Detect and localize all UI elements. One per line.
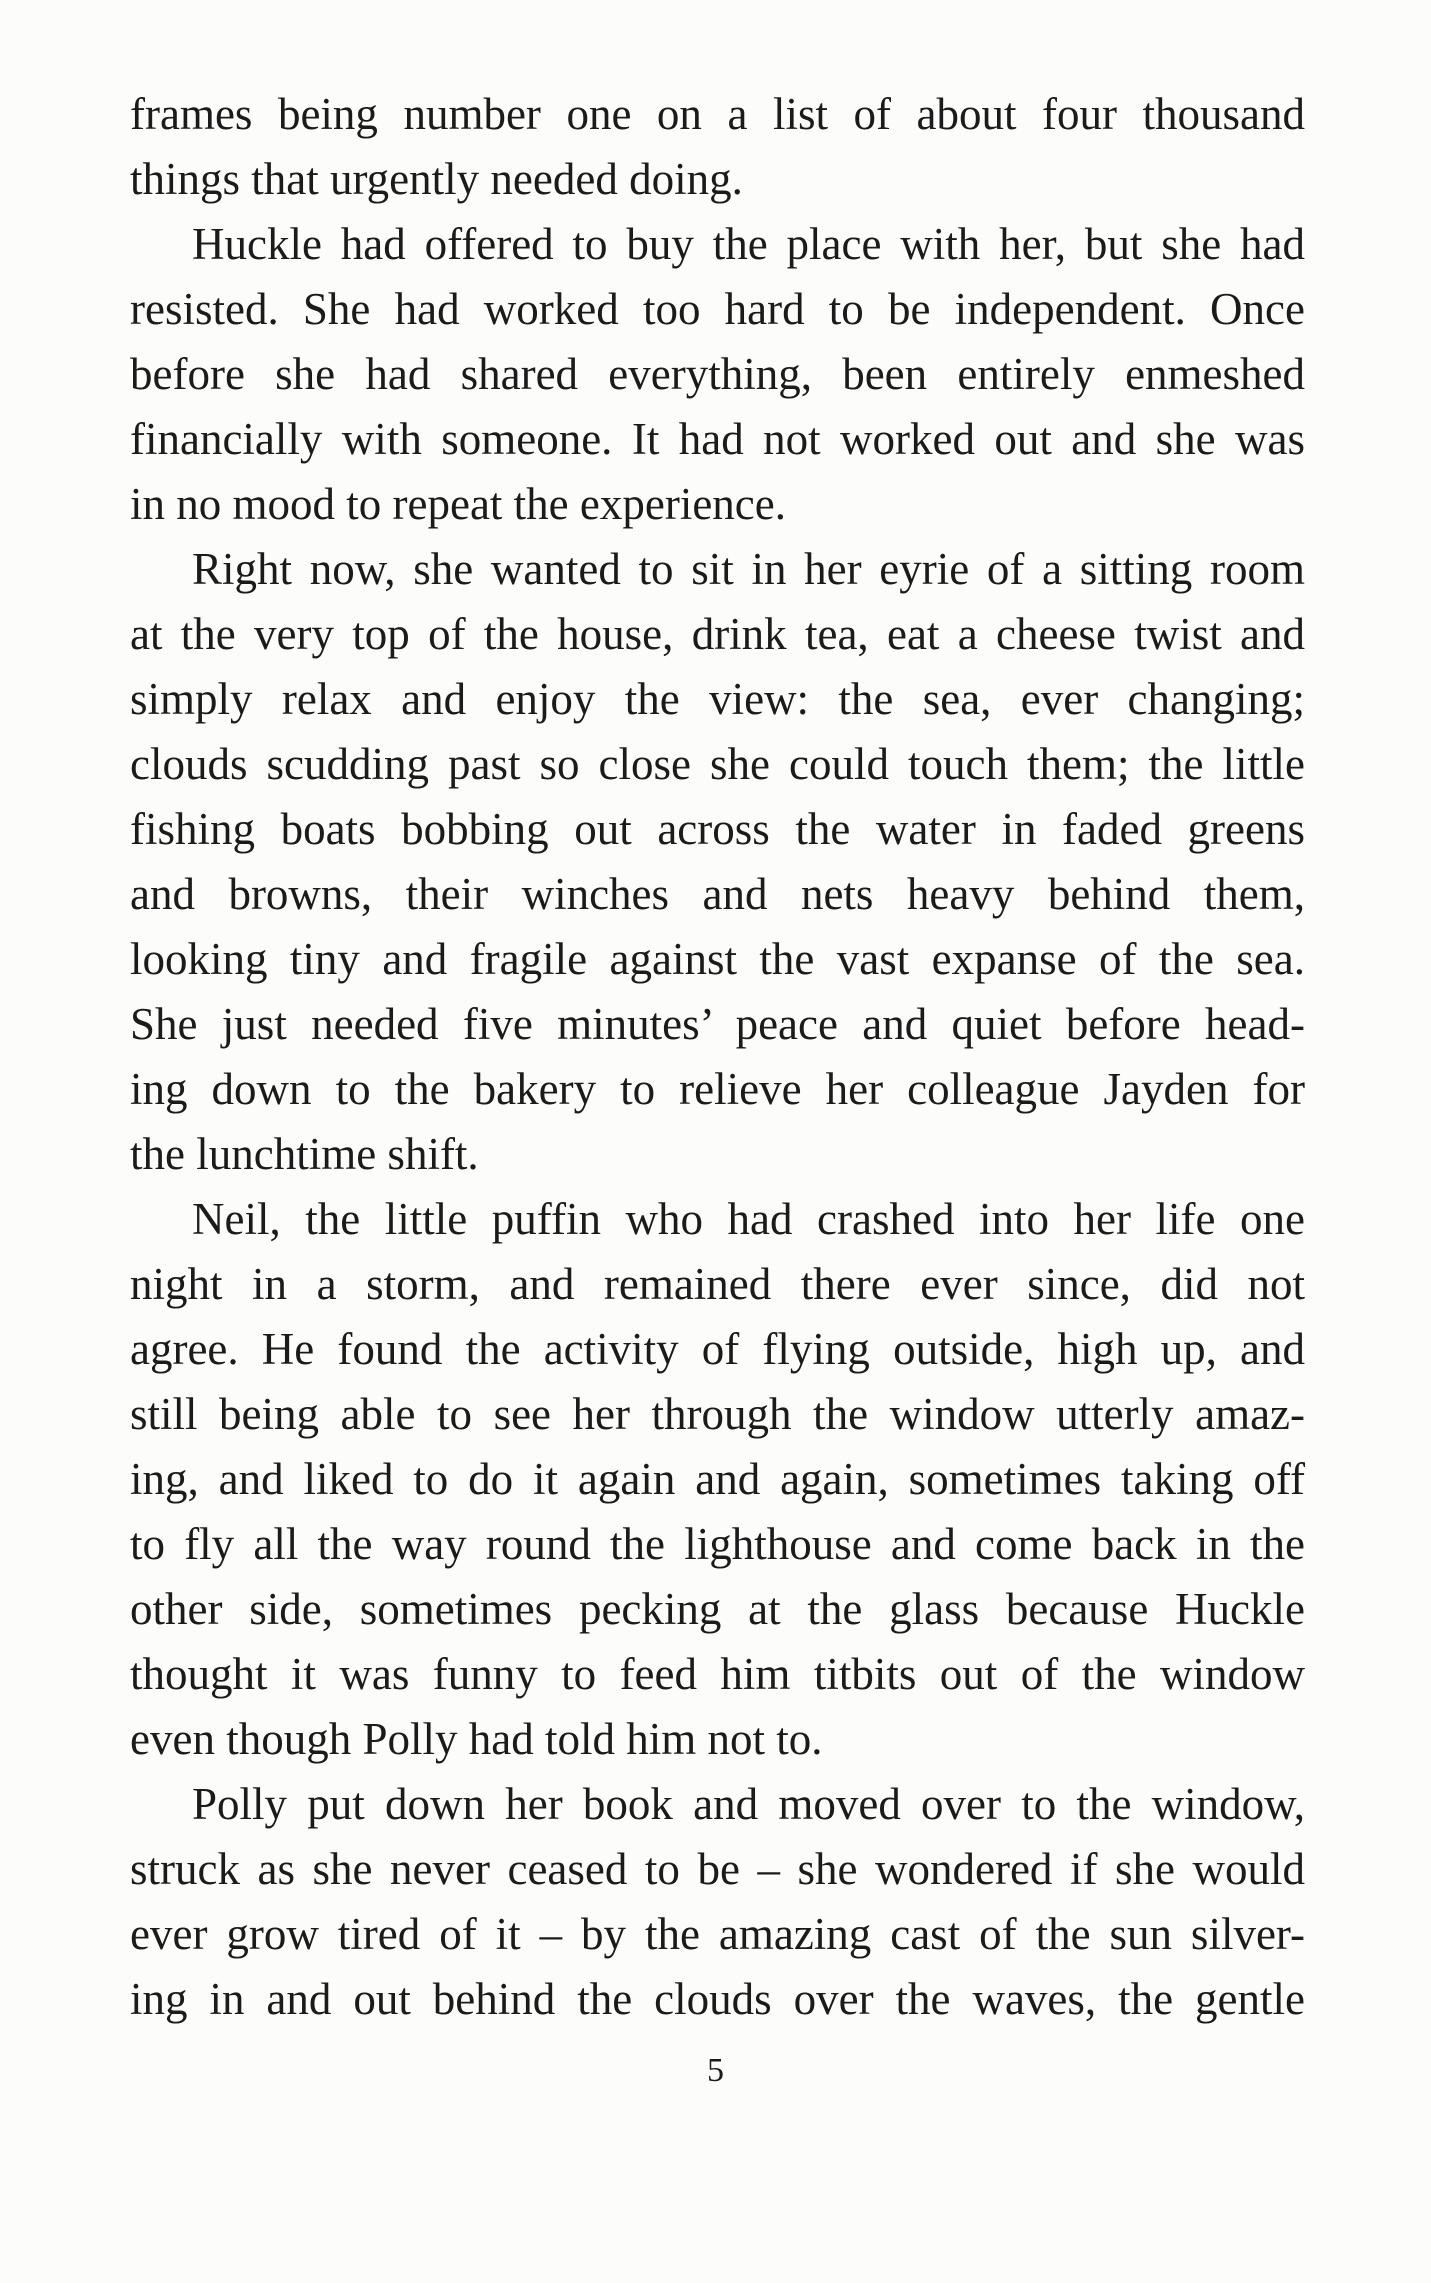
text-line: struck as she never ceased to be – she wondered if she would (130, 1844, 1305, 1894)
text-line: financially with someone. It had not worked out and she was (130, 414, 1305, 464)
text-line: frames being number one on a list of about four thousand (130, 89, 1305, 139)
text-line: thought it was funny to feed him titbits out of the window (130, 1649, 1305, 1699)
text-line: looking tiny and fragile against the vast expanse of the sea. (130, 934, 1305, 984)
text-line: still being able to see her through the window utterly amaz- (130, 1389, 1305, 1439)
text-line: night in a storm, and remained there ever since, did not (130, 1259, 1305, 1309)
text-line: She just needed five minutes’ peace and quiet before head- (130, 999, 1305, 1049)
text-line: even though Polly had told him not to. (130, 1714, 823, 1764)
text-line: Neil, the little puffin who had crashed into her life one (192, 1194, 1305, 1244)
text-line: ing in and out behind the clouds over the waves, the gentle (130, 1974, 1305, 2024)
text-line: Polly put down her book and moved over to the window, (192, 1779, 1305, 1829)
text-line: the lunchtime shift. (130, 1129, 479, 1179)
text-line: Right now, she wanted to sit in her eyrie of a sitting room (192, 544, 1305, 594)
text-line: agree. He found the activity of flying outside, high up, and (130, 1324, 1305, 1374)
body-text (130, 82, 1305, 2032)
text-line: ever grow tired of it – by the amazing cast of the sun silver- (130, 1909, 1305, 1959)
text-line: at the very top of the house, drink tea, eat a cheese twist and (130, 609, 1305, 659)
text-line: other side, sometimes pecking at the glass because Huckle (130, 1584, 1305, 1634)
text-line: and browns, their winches and nets heavy behind them, (130, 869, 1305, 919)
text-line: ing down to the bakery to relieve her colleague Jayden for (130, 1064, 1305, 1114)
text-line: things that urgently needed doing. (130, 154, 743, 204)
text-line: ing, and liked to do it again and again, sometimes taking off (130, 1454, 1305, 1504)
text-line: Huckle had offered to buy the place with her, but she had (192, 219, 1305, 269)
page-number: 5 (707, 2052, 724, 2089)
text-line: clouds scudding past so close she could touch them; the little (130, 739, 1305, 789)
text-line: to fly all the way round the lighthouse and come back in the (130, 1519, 1305, 1569)
text-line: fishing boats bobbing out across the water in faded greens (130, 804, 1305, 854)
text-line: in no mood to repeat the experience. (130, 479, 786, 529)
text-line: before she had shared everything, been entirely enmeshed (130, 349, 1305, 399)
text-line: resisted. She had worked too hard to be independent. Once (130, 284, 1305, 334)
text-line: simply relax and enjoy the view: the sea, ever changing; (130, 674, 1305, 724)
